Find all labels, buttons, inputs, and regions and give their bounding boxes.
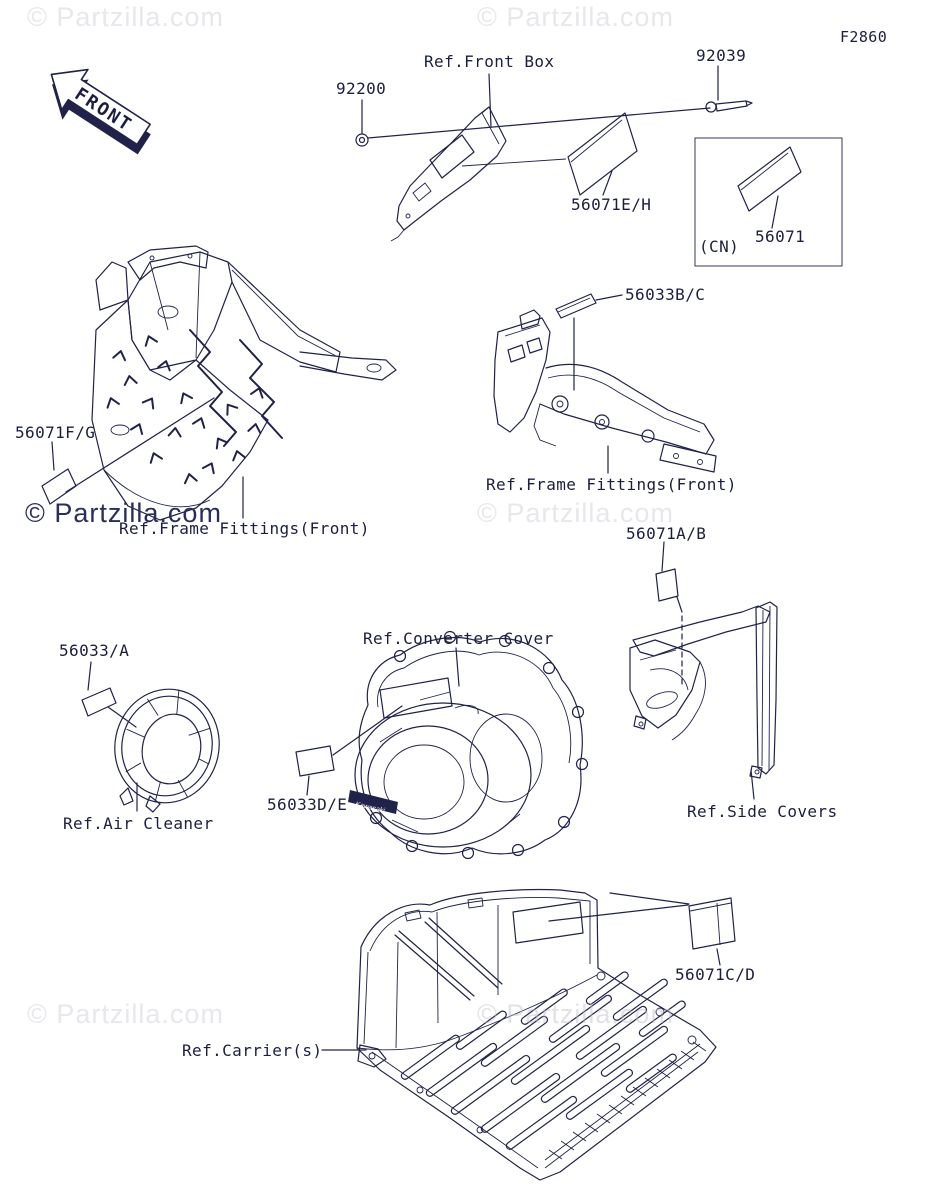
ref-side-covers-label: Ref.Side Covers [687, 802, 838, 821]
watermark: © Partzilla.com [27, 2, 224, 32]
air-cleaner-drawing [82, 662, 230, 813]
part-56071ab-label: 56071A/B [626, 524, 707, 543]
washer-92200-drawing [356, 100, 710, 146]
ref-carriers-label: Ref.Carrier(s) [182, 1041, 323, 1060]
part-56071cd-label: 56071C/D [675, 965, 756, 984]
part-56071-label: 56071 [755, 227, 806, 246]
part-56071eh-label: 56071E/H [571, 195, 652, 214]
part-92039-label: 92039 [696, 46, 747, 65]
watermark: © Partzilla.com [477, 498, 674, 528]
part-56033de-label: 56033D/E [267, 795, 348, 814]
front-arrow-text: FRONT [70, 83, 137, 137]
part-92200-label: 92200 [336, 79, 387, 98]
figure-code: F2860 [840, 28, 888, 46]
watermark: © Partzilla.com [477, 2, 674, 32]
watermark: © Partzilla.com [25, 498, 222, 528]
side-covers-drawing [630, 542, 777, 799]
sticker-56071eh-drawing [568, 113, 637, 195]
ref-converter-cover-label: Ref.Converter Cover [363, 629, 554, 648]
brand-logo-text: Kawasaki [354, 801, 386, 815]
front-box-drawing [391, 74, 566, 241]
part-56071fg-label: 56071F/G [15, 423, 96, 442]
rivet-92039-drawing [706, 66, 752, 112]
watermark: © Partzilla.com [477, 999, 674, 1029]
ref-frame-fittings-left-label: Ref.Frame Fittings(Front) [119, 519, 370, 538]
converter-cover-drawing [296, 629, 588, 859]
ref-air-cleaner-label: Ref.Air Cleaner [63, 814, 214, 833]
watermark: © Partzilla.com [27, 999, 224, 1029]
sticker-56071fg-drawing [42, 398, 214, 504]
part-56033bc-label: 56033B/C [625, 285, 706, 304]
ref-frame-fittings-right-label: Ref.Frame Fittings(Front) [486, 475, 737, 494]
frame-fittings-front-right-drawing [494, 310, 716, 473]
ref-front-box-label: Ref.Front Box [424, 52, 555, 71]
part-56033a-label: 56033/A [59, 641, 130, 660]
frame-fittings-front-left-drawing [92, 246, 396, 520]
cn-note-label: (CN) [699, 237, 740, 256]
front-arrow-icon [34, 54, 162, 164]
carrier-drawing [322, 890, 735, 1180]
